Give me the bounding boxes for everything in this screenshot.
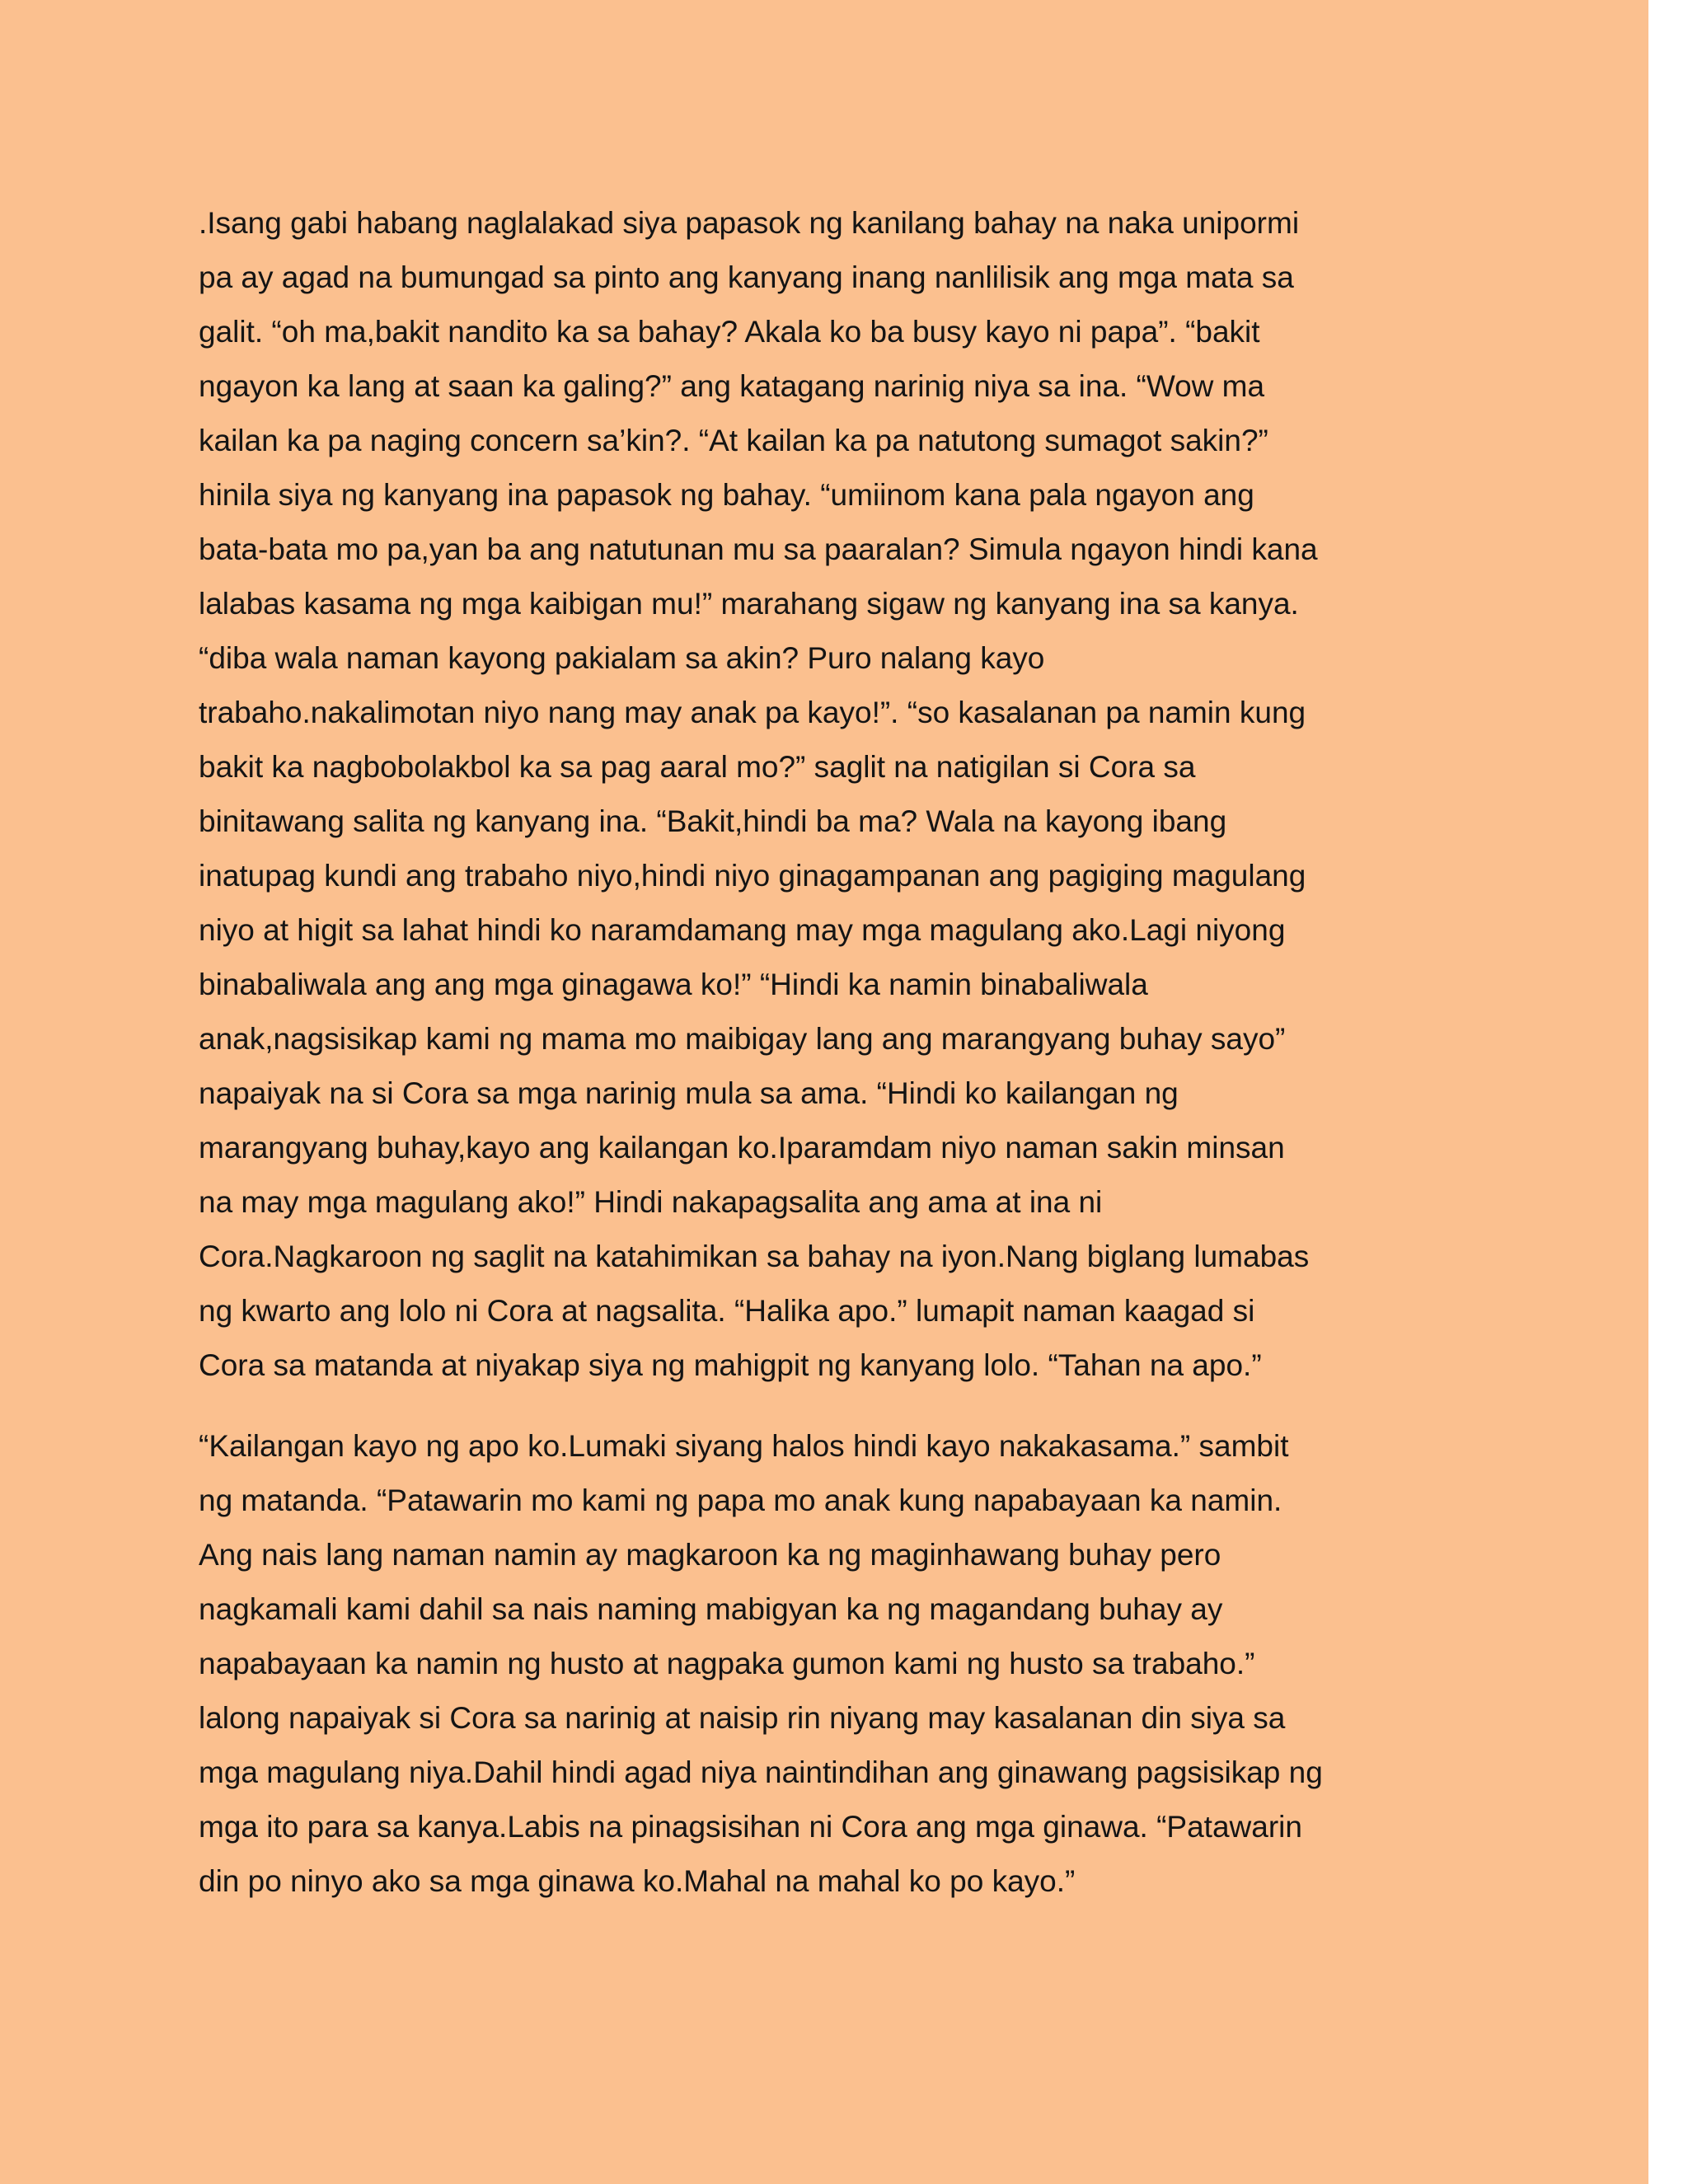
text-line: ng kwarto ang lolo ni Cora at nagsalita. “Halika apo.” lumapit naman kaagad si <box>199 1294 1255 1328</box>
text-line: niyo at higit sa lahat hindi ko naramdamang may mga magulang ako.Lagi niyong <box>199 913 1286 947</box>
paragraph-1 <box>199 196 1511 1393</box>
text-line: inatupag kundi ang trabaho niyo,hindi niyo ginagampanan ang pagiging magulang <box>199 859 1306 893</box>
text-line: kailan ka pa naging concern sa’kin?. “At kailan ka pa natutong sumagot sakin?” <box>199 424 1268 457</box>
text-line: pa ay agad na bumungad sa pinto ang kanyang inang nanlilisik ang mga mata sa <box>199 260 1294 294</box>
text-line: lalong napaiyak si Cora sa narinig at naisip rin niyang may kasalanan din siya sa <box>199 1701 1286 1735</box>
text-line: hinila siya ng kanyang ina papasok ng bahay. “umiinom kana pala ngayon ang <box>199 478 1254 512</box>
text-line: marangyang buhay,kayo ang kailangan ko.Iparamdam niyo naman sakin minsan <box>199 1131 1285 1165</box>
text-line: mga ito para sa kanya.Labis na pinagsisihan ni Cora ang mga ginawa. “Patawarin <box>199 1810 1302 1844</box>
story-text <box>199 196 1511 1909</box>
text-line: Ang nais lang naman namin ay magkaroon ka ng maginhawang buhay pero <box>199 1538 1221 1572</box>
text-line: “diba wala naman kayong pakialam sa akin? Puro nalang kayo <box>199 641 1045 675</box>
text-line: Cora.Nagkaroon ng saglit na katahimikan sa bahay na iyon.Nang biglang lumabas <box>199 1240 1310 1273</box>
text-line: .Isang gabi habang naglalakad siya papasok ng kanilang bahay na naka unipormi <box>199 206 1300 240</box>
text-line: ng matanda. “Patawarin mo kami ng papa mo anak kung napabayaan ka namin. <box>199 1483 1282 1517</box>
text-line: galit. “oh ma,bakit nandito ka sa bahay? Akala ko ba busy kayo ni papa”. “bakit <box>199 315 1260 349</box>
text-line: din po ninyo ako sa mga ginawa ko.Mahal na mahal ko po kayo.” <box>199 1864 1076 1898</box>
paragraph-spacer <box>199 1393 1511 1419</box>
text-line: anak,nagsisikap kami ng mama mo maibigay lang ang marangyang buhay sayo” <box>199 1022 1286 1056</box>
text-line: Cora sa matanda at niyakap siya ng mahigpit ng kanyang lolo. “Tahan na apo.” <box>199 1348 1262 1382</box>
paragraph-2 <box>199 1419 1511 1909</box>
text-line: mga magulang niya.Dahil hindi agad niya naintindihan ang ginawang pagsisikap ng <box>199 1755 1323 1789</box>
text-line: binabaliwala ang ang mga ginagawa ko!” “Hindi ka namin binabaliwala <box>199 968 1148 1001</box>
text-line: binitawang salita ng kanyang ina. “Bakit,hindi ba ma? Wala na kayong ibang <box>199 804 1227 838</box>
text-line: bakit ka nagbobolakbol ka sa pag aaral mo?” saglit na natigilan si Cora sa <box>199 750 1196 784</box>
text-line: na may mga magulang ako!” Hindi nakapagsalita ang ama at ina ni <box>199 1185 1103 1219</box>
text-line: napaiyak na si Cora sa mga narinig mula sa ama. “Hindi ko kailangan ng <box>199 1076 1179 1110</box>
text-line: nagkamali kami dahil sa nais naming mabigyan ka ng magandang buhay ay <box>199 1592 1223 1626</box>
text-line: ngayon ka lang at saan ka galing?” ang katagang narinig niya sa ina. “Wow ma <box>199 369 1265 403</box>
text-line: bata-bata mo pa,yan ba ang natutunan mu sa paaralan? Simula ngayon hindi kana <box>199 532 1318 566</box>
text-line: napabayaan ka namin ng husto at nagpaka gumon kami ng husto sa trabaho.” <box>199 1647 1255 1680</box>
text-line: “Kailangan kayo ng apo ko.Lumaki siyang halos hindi kayo nakakasama.” sambit <box>199 1429 1289 1463</box>
text-line: trabaho.nakalimotan niyo nang may anak pa kayo!”. “so kasalanan pa namin kung <box>199 696 1306 729</box>
right-margin-strip <box>1648 0 1688 2184</box>
text-line: lalabas kasama ng mga kaibigan mu!” marahang sigaw ng kanyang ina sa kanya. <box>199 587 1299 621</box>
